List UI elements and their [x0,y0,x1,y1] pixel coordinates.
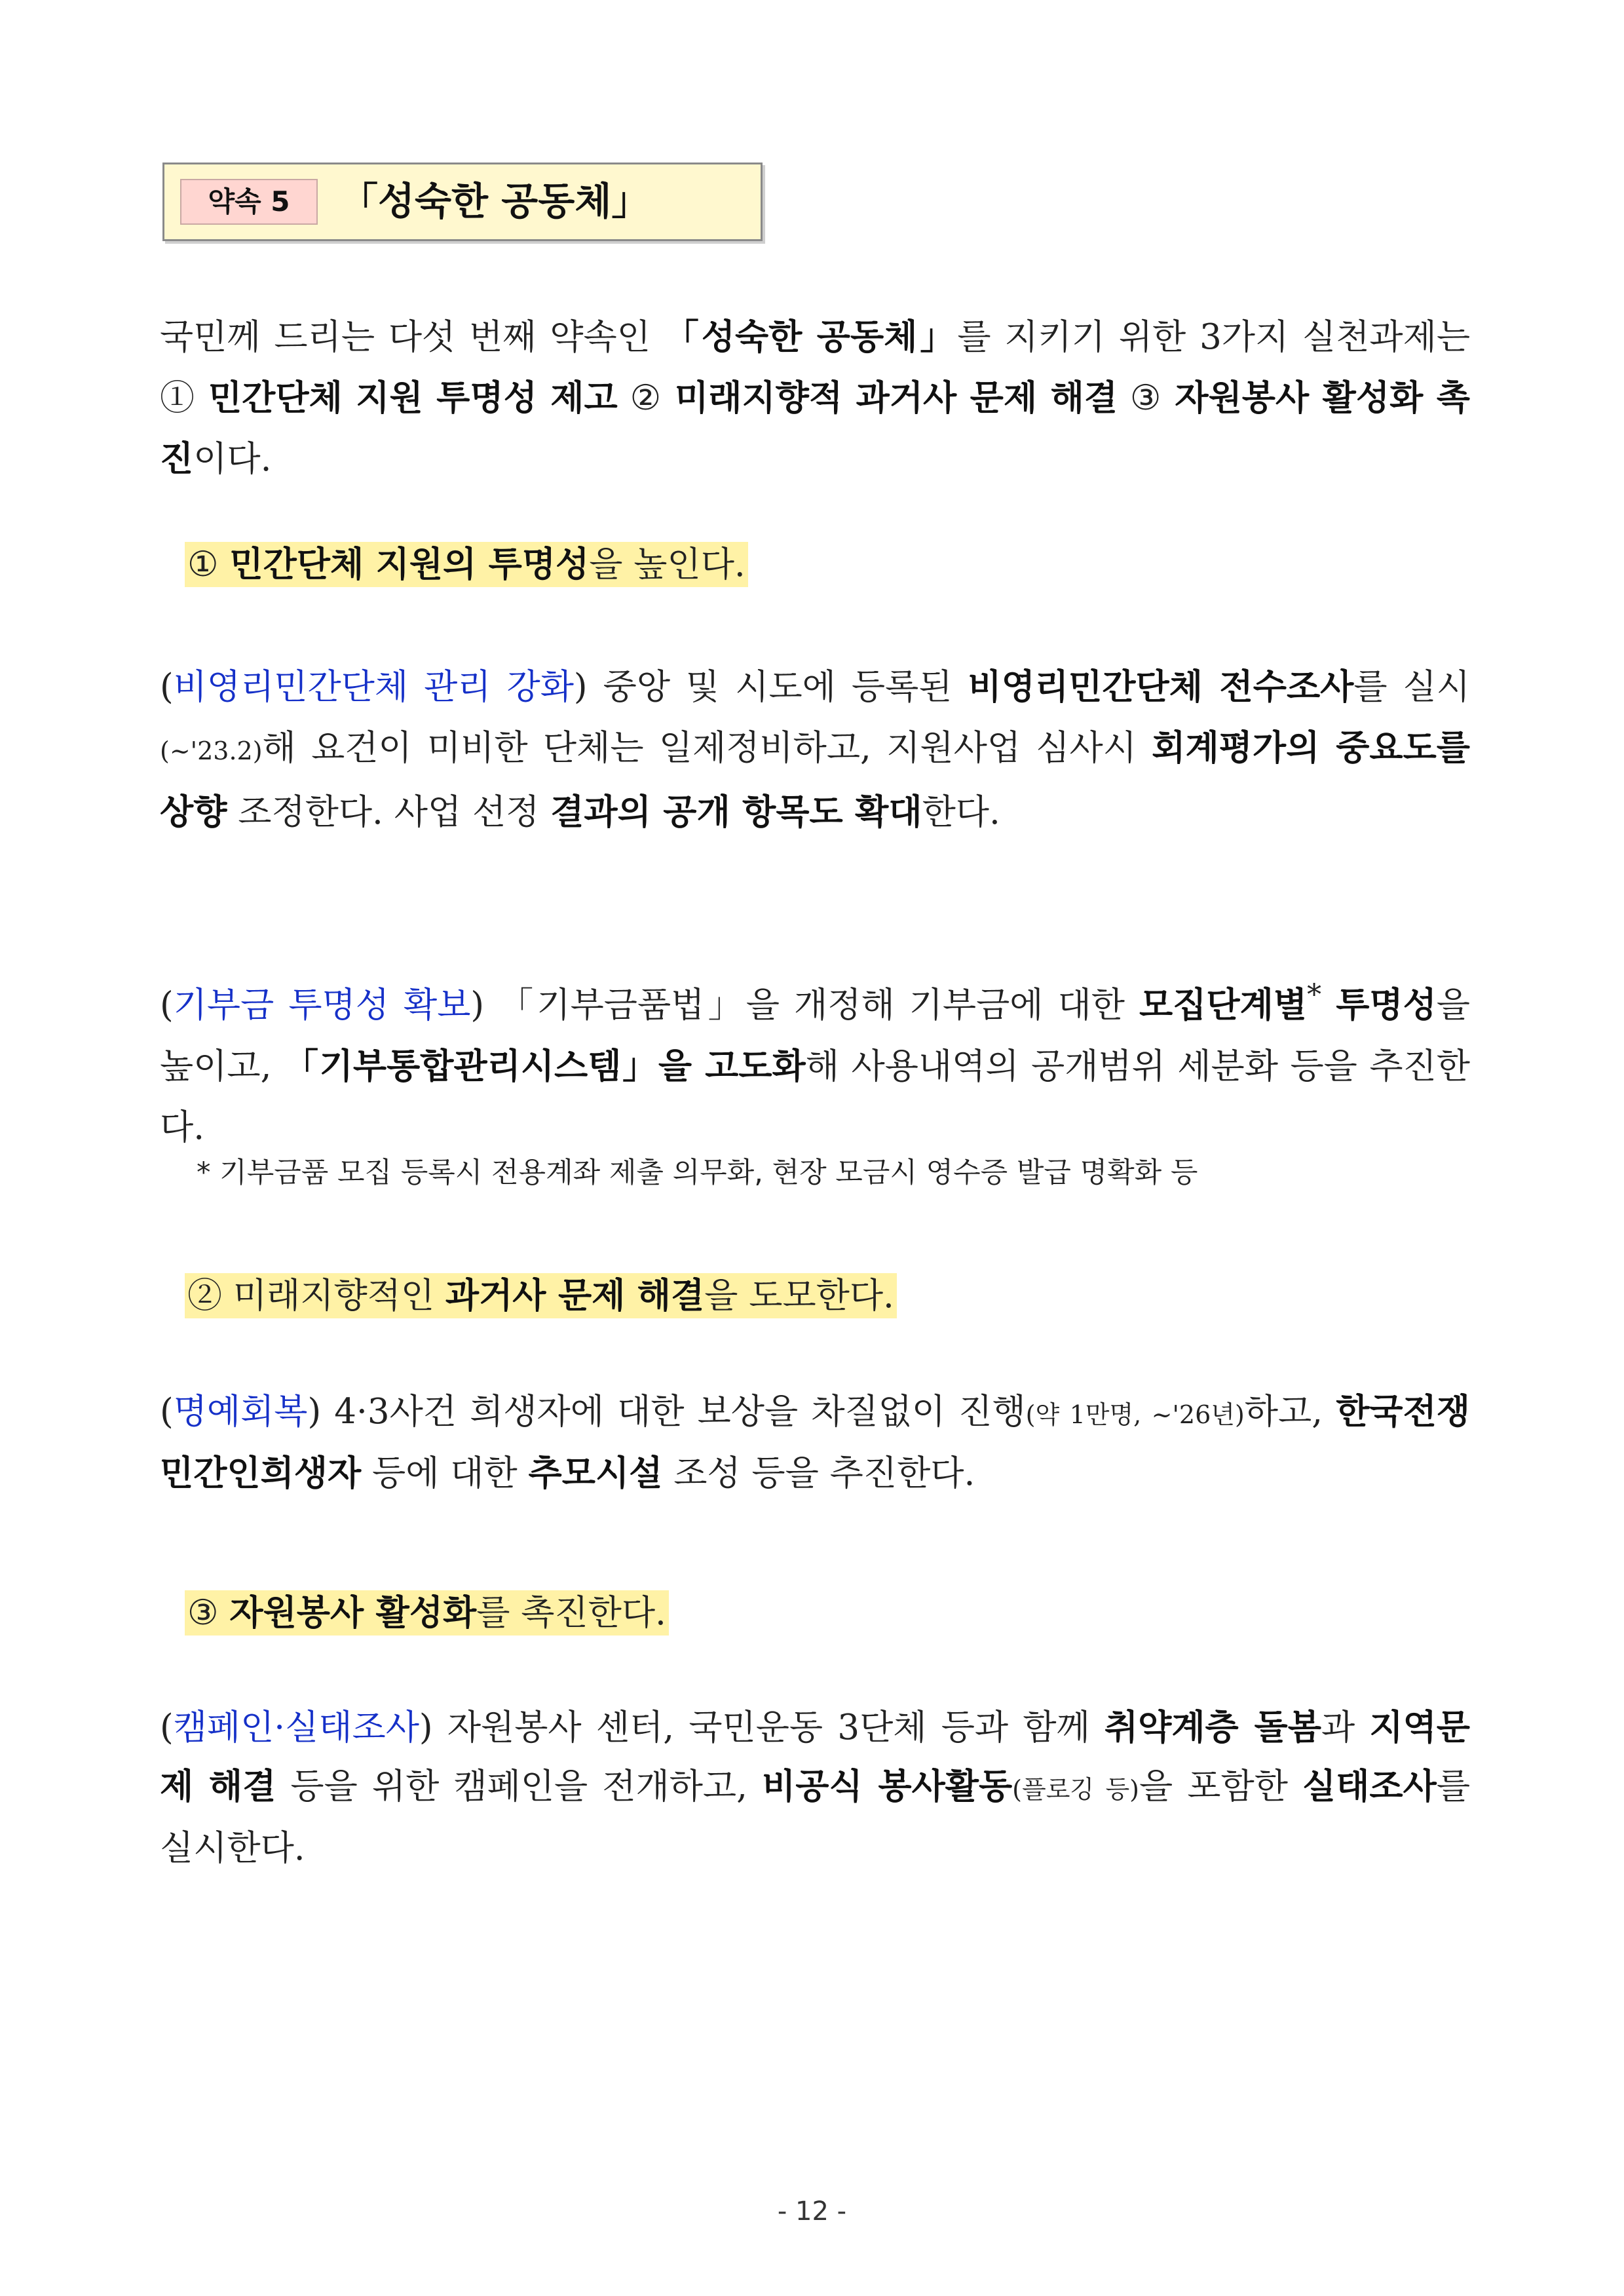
section-title-box [162,163,763,241]
paragraph-label: 비영리민간단체 관리 강화 [173,667,574,707]
section-title: 「성숙한 공동체」 [340,179,650,223]
paragraph-nonprofit-management: (비영리민간단체 관리 강화) 중앙 및 시도에 등록된 비영리민간단체 전수조사를 실시(~'23.2)해 요건이 미비한 단체는 일제정비하고, 지원사업 심사시 회계평가의 중요도를 상향 조정한다. 사업 선정 결과의 공개 항목도 확대한다. [160,667,1470,832]
footnote: * 기부금품 모집 등록시 전용계좌 제출 의무화, 현장 모금시 영수증 발급 명확화 등 [197,1157,1198,1189]
paragraph-label: 기부금 투명성 확보 [173,985,471,1025]
paragraph-label: 캠페인·실태조사 [173,1708,419,1748]
paragraph-label: 명예회복 [173,1392,308,1432]
subheading-3: ③ 자원봉사 활성화를 촉진한다. [185,1587,669,1639]
paragraph-honor-restoration: (명예회복) 4·3사건 희생자에 대한 보상을 차질없이 진행(약 1만명, ~'26년)하고, 한국전쟁 민간인희생자 등에 대한 추모시설 조성 등을 추진한다. [160,1392,1470,1493]
subheading-2: ② 미래지향적인 과거사 문제 해결을 도모한다. [185,1270,897,1322]
subheading-1: ① 민간단체 지원의 투명성을 높인다. [185,539,748,591]
paragraph-campaign-survey: (캠페인·실태조사) 자원봉사 센터, 국민운동 3단체 등과 함께 취약계층 돌봄과 지역문제 해결 등을 위한 캠페인을 전개하고, 비공식 봉사활동(플로깅 등)을 포함한 실태조사를 실시한다. [160,1708,1471,1868]
promise-tag: 약속 5 [180,179,318,225]
paragraph-donation-transparency: (기부금 투명성 확보) 「기부금품법」을 개정해 기부금에 대한 모집단계별* 투명성을 높이고, 「기부통합관리시스템」을 고도화해 사용내역의 공개범위 세분화 등을 추진한다. [160,978,1470,1147]
page-number: - 12 - [777,2196,847,2227]
intro-paragraph: 국민께 드리는 다섯 번째 약속인 「성숙한 공동체」를 지키기 위한 3가지 실천과제는 ① 민간단체 지원 투명성 제고 ② 미래지향적 과거사 문제 해결 ③ 자원봉사 활성화 촉진이다. [160,317,1471,479]
